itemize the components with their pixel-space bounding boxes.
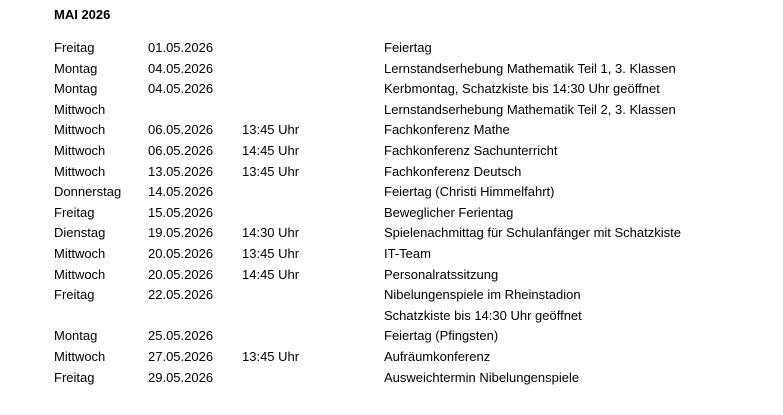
weekday: Montag	[54, 328, 98, 344]
date: 04.05.2026	[148, 81, 214, 97]
time: 13:45 Uhr	[242, 163, 300, 179]
date: 22.05.2026	[148, 287, 214, 303]
weekday: Mittwoch	[54, 163, 106, 179]
schedule-row	[54, 244, 754, 265]
weekday: Freitag	[54, 287, 95, 303]
date: 20.05.2026	[148, 266, 214, 282]
weekday: Freitag	[54, 369, 95, 385]
schedule-row	[54, 141, 754, 162]
weekday: Mittwoch	[54, 245, 106, 261]
event-description: Fachkonferenz Deutsch	[384, 163, 522, 179]
event-description: Personalratssitzung	[384, 266, 499, 282]
event-description: Fachkonferenz Sachunterricht	[384, 142, 558, 158]
event-description: Lernstandserhebung Mathematik Teil 2, 3. Klassen	[384, 101, 676, 117]
weekday: Dienstag	[54, 225, 106, 241]
event-description: Aufräumkonferenz	[384, 348, 491, 364]
weekday: Freitag	[54, 40, 95, 55]
date: 27.05.2026	[148, 348, 214, 364]
event-description: Lernstandserhebung Mathematik Teil 1, 3. Klassen	[384, 60, 676, 76]
schedule-row	[54, 326, 754, 347]
event-description: IT-Team	[384, 245, 431, 261]
schedule-row	[54, 38, 754, 59]
event-description: Feiertag (Pfingsten)	[384, 328, 499, 344]
time: 14:45 Uhr	[242, 142, 300, 158]
schedule-row	[54, 120, 754, 141]
schedule-row	[54, 347, 754, 368]
weekday: Mittwoch	[54, 266, 106, 282]
date: 13.05.2026	[148, 163, 214, 179]
event-description: Feiertag (Christi Himmelfahrt)	[384, 184, 555, 200]
event-description: Schatzkiste bis 14:30 Uhr geöffnet	[384, 307, 582, 323]
weekday: Freitag	[54, 204, 95, 220]
weekday: Mittwoch	[54, 122, 106, 138]
event-description: Ausweichtermin Nibelungenspiele	[384, 369, 580, 385]
date: 06.05.2026	[148, 142, 214, 158]
schedule-row	[54, 223, 754, 244]
event-description: Spielenachmittag für Schulanfänger mit Schatzkiste	[384, 225, 681, 241]
date: 20.05.2026	[148, 245, 214, 261]
date: 15.05.2026	[148, 204, 214, 220]
time: 13:45 Uhr	[242, 348, 300, 364]
time: 14:30 Uhr	[242, 225, 300, 241]
date: 14.05.2026	[148, 184, 214, 200]
weekday: Mittwoch	[54, 101, 106, 117]
date: 29.05.2026	[148, 369, 214, 385]
date: 25.05.2026	[148, 328, 214, 344]
schedule-row	[54, 182, 754, 203]
schedule-row	[54, 368, 754, 389]
time: 14:45 Uhr	[242, 266, 300, 282]
date: 06.05.2026	[148, 122, 214, 138]
event-description: Kerbmontag, Schatzkiste bis 14:30 Uhr geöffnet	[384, 81, 660, 97]
schedule-row	[54, 162, 754, 183]
date: 04.05.2026	[148, 60, 214, 76]
weekday: Mittwoch	[54, 348, 106, 364]
weekday: Mittwoch	[54, 142, 106, 158]
schedule-row	[54, 306, 754, 327]
schedule-row	[54, 285, 754, 306]
weekday: Donnerstag	[54, 184, 122, 200]
schedule-list	[54, 38, 754, 388]
event-description: Feiertag	[384, 40, 432, 55]
event-description: Beweglicher Ferientag	[384, 204, 514, 220]
date: 01.05.2026	[148, 40, 214, 55]
month-heading: MAI 2026	[54, 7, 111, 22]
schedule-row	[54, 203, 754, 224]
schedule-row	[54, 265, 754, 286]
time: 13:45 Uhr	[242, 122, 300, 138]
weekday: Montag	[54, 60, 98, 76]
date: 19.05.2026	[148, 225, 214, 241]
schedule-row	[54, 100, 754, 121]
schedule-row	[54, 59, 754, 80]
time: 13:45 Uhr	[242, 245, 300, 261]
event-description: Nibelungenspiele im Rheinstadion	[384, 287, 581, 303]
event-description: Fachkonferenz Mathe	[384, 122, 510, 138]
schedule-row	[54, 79, 754, 100]
weekday: Montag	[54, 81, 98, 97]
